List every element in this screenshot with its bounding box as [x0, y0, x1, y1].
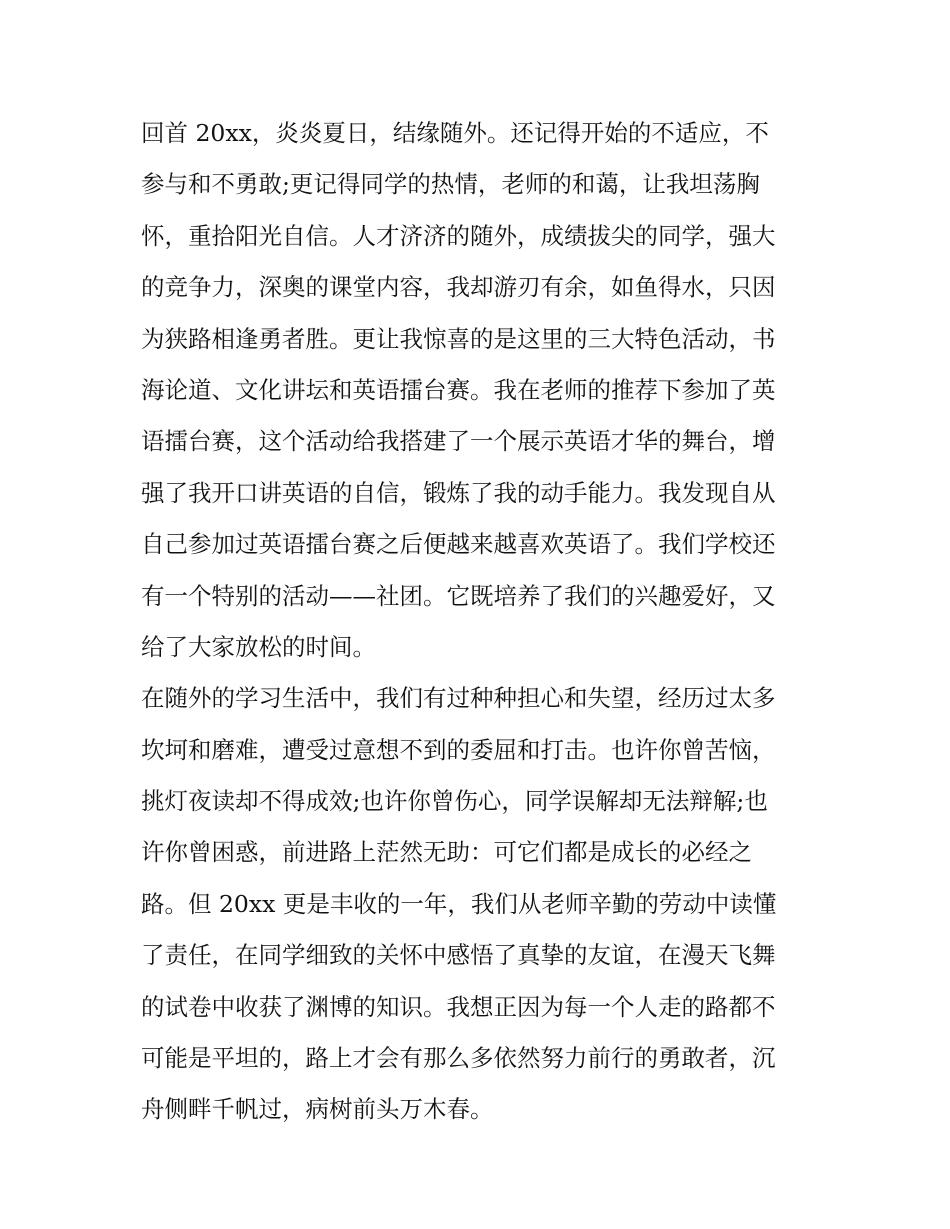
text-line: 坎坷和磨难，遭受过意想不到的委屈和打击。也许你曾苦恼， — [141, 735, 776, 764]
paragraph-2 — [141, 673, 813, 1136]
text-line: 舟侧畔千帆过，病树前头万木春。 — [141, 1095, 494, 1124]
text-line: 许你曾困惑，前进路上茫然无助：可它们都是成长的必经之 — [141, 838, 752, 867]
text-line: 回首 20xx，炎炎夏日，结缘随外。还记得开始的不适应，不 — [141, 119, 769, 147]
text-line: 的试卷中收获了渊博的知识。我想正因为每一个人走的路都不 — [141, 992, 776, 1021]
text-line: 怀，重拾阳光自信。人才济济的随外，成绩拔尖的同学，强大 — [141, 221, 776, 250]
text-line: 海论道、文化讲坛和英语擂台赛。我在老师的推荐下参加了英 — [141, 375, 776, 404]
text-line: 路。但 20xx 更是丰收的一年，我们从老师辛勤的劳动中读懂 — [141, 889, 777, 918]
text-line: 可能是平坦的，路上才会有那么多依然努力前行的勇敢者，沉 — [141, 1044, 776, 1073]
text-line: 参与和不勇敢;更记得同学的热情，老师的和蔼，让我坦荡胸 — [141, 170, 760, 199]
text-line: 挑灯夜读却不得成效;也许你曾伤心，同学误解却无法辩解;也 — [141, 787, 768, 816]
text-line: 强了我开口讲英语的自信，锻炼了我的动手能力。我发现自从 — [141, 478, 776, 507]
document-body — [141, 108, 813, 1136]
text-line: 为狭路相逢勇者胜。更让我惊喜的是这里的三大特色活动，书 — [141, 324, 776, 353]
text-line: 了责任，在同学细致的关怀中感悟了真挚的友谊，在漫天飞舞 — [141, 941, 776, 970]
paragraph-1 — [141, 108, 813, 673]
text-line: 给了大家放松的时间。 — [141, 632, 376, 661]
text-line: 自己参加过英语擂台赛之后便越来越喜欢英语了。我们学校还 — [141, 530, 776, 559]
text-line: 有一个特别的活动——社团。它既培养了我们的兴趣爱好，又 — [141, 581, 776, 610]
text-line: 的竞争力，深奥的课堂内容，我却游刃有余，如鱼得水，只因 — [141, 273, 776, 302]
text-line: 语擂台赛，这个活动给我搭建了一个展示英语才华的舞台，增 — [141, 427, 776, 456]
text-line: 在随外的学习生活中，我们有过种种担心和失望，经历过太多 — [141, 684, 776, 713]
